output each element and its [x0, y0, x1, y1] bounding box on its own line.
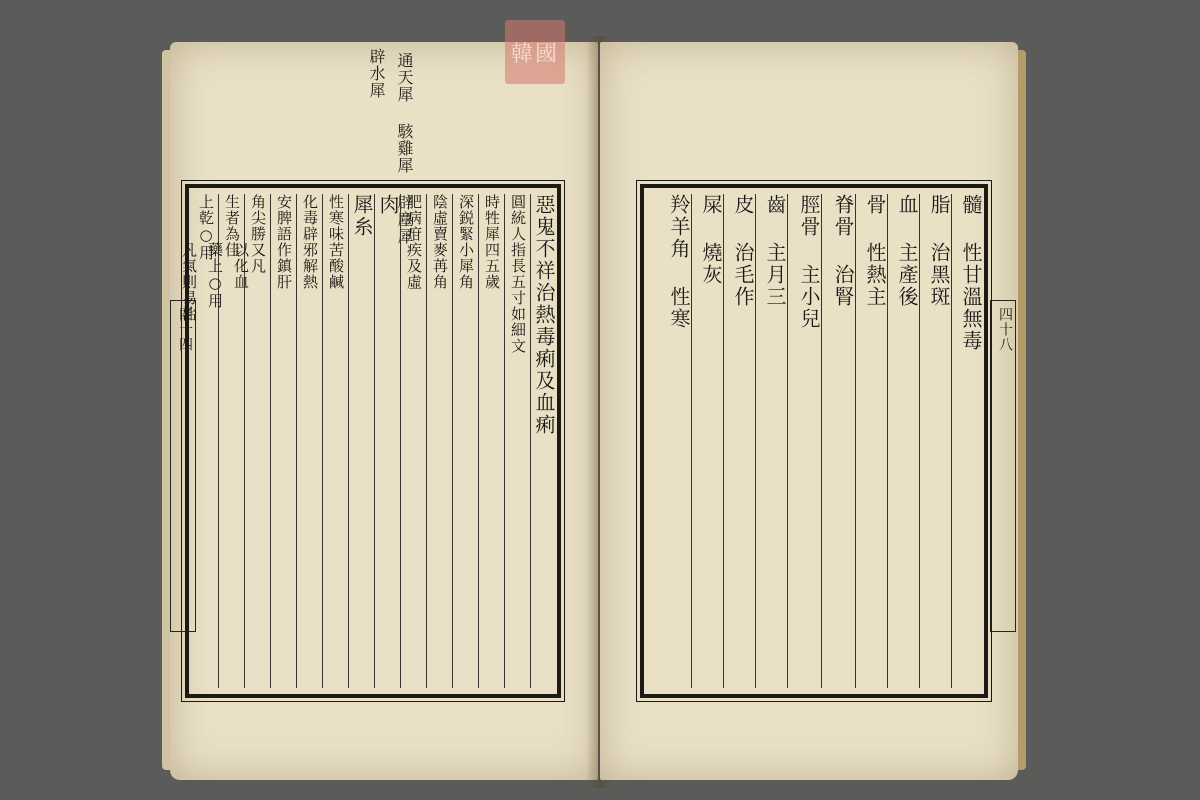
text-column: 脊骨 治腎: [821, 194, 856, 688]
library-seal: [505, 20, 565, 84]
text-column: 深鋭緊小犀角: [452, 194, 479, 688]
seal-text: 韓國: [510, 41, 559, 67]
text-column: 生者為佳: [218, 194, 245, 688]
margin-note-top: 通天犀 駭雞犀 辟塵犀: [395, 52, 414, 245]
text-column: 屎 燒灰: [691, 194, 724, 688]
outer-column: 以化血: [232, 242, 250, 290]
open-book: [170, 36, 1020, 788]
right-fold-label: 四十八: [997, 307, 1013, 352]
text-column: 血 主產後: [887, 194, 920, 688]
right-fold-marker: [990, 300, 1016, 632]
outer-column: 凡氣則易治: [180, 242, 198, 322]
margin-note-second: 辟水犀: [367, 48, 386, 99]
text-column: 髓 性甘溫無毒: [951, 194, 984, 688]
left-page: [170, 42, 598, 780]
heading-column: 犀糸: [348, 194, 375, 688]
text-column: 安脾語作鎮肝: [270, 194, 297, 688]
text-column: 化毒辟邪解熱: [296, 194, 323, 688]
text-column: 脂 治黑斑: [919, 194, 952, 688]
text-column: 陰虛賣麥苒角: [426, 194, 453, 688]
text-column: 性寒味苦酸鹹: [322, 194, 349, 688]
right-text-frame: [640, 184, 988, 698]
text-column: 骨 性熱主: [855, 194, 888, 688]
outer-column: 藥上○用: [206, 242, 224, 309]
right-page: [600, 42, 1018, 780]
text-column: 齒 主月三: [755, 194, 788, 688]
text-column: 皮 治毛作: [723, 194, 756, 688]
text-column: 角尖勝又凡: [244, 194, 271, 688]
text-column: 肥病疳疾及虛: [400, 194, 427, 688]
text-column: 脛骨 主小兒: [787, 194, 822, 688]
text-column: 時牲犀四五歲: [478, 194, 505, 688]
text-column: 圓統人指長五寸如細文: [504, 194, 531, 688]
text-column: 羚羊角 性寒: [667, 194, 691, 330]
left-fold-label: 四十四: [177, 307, 193, 352]
text-column: 惡鬼不祥治熱毒痢及血痢: [530, 194, 557, 688]
text-column: 上乾○用: [197, 194, 215, 261]
heading-column: 肉: [374, 194, 401, 688]
